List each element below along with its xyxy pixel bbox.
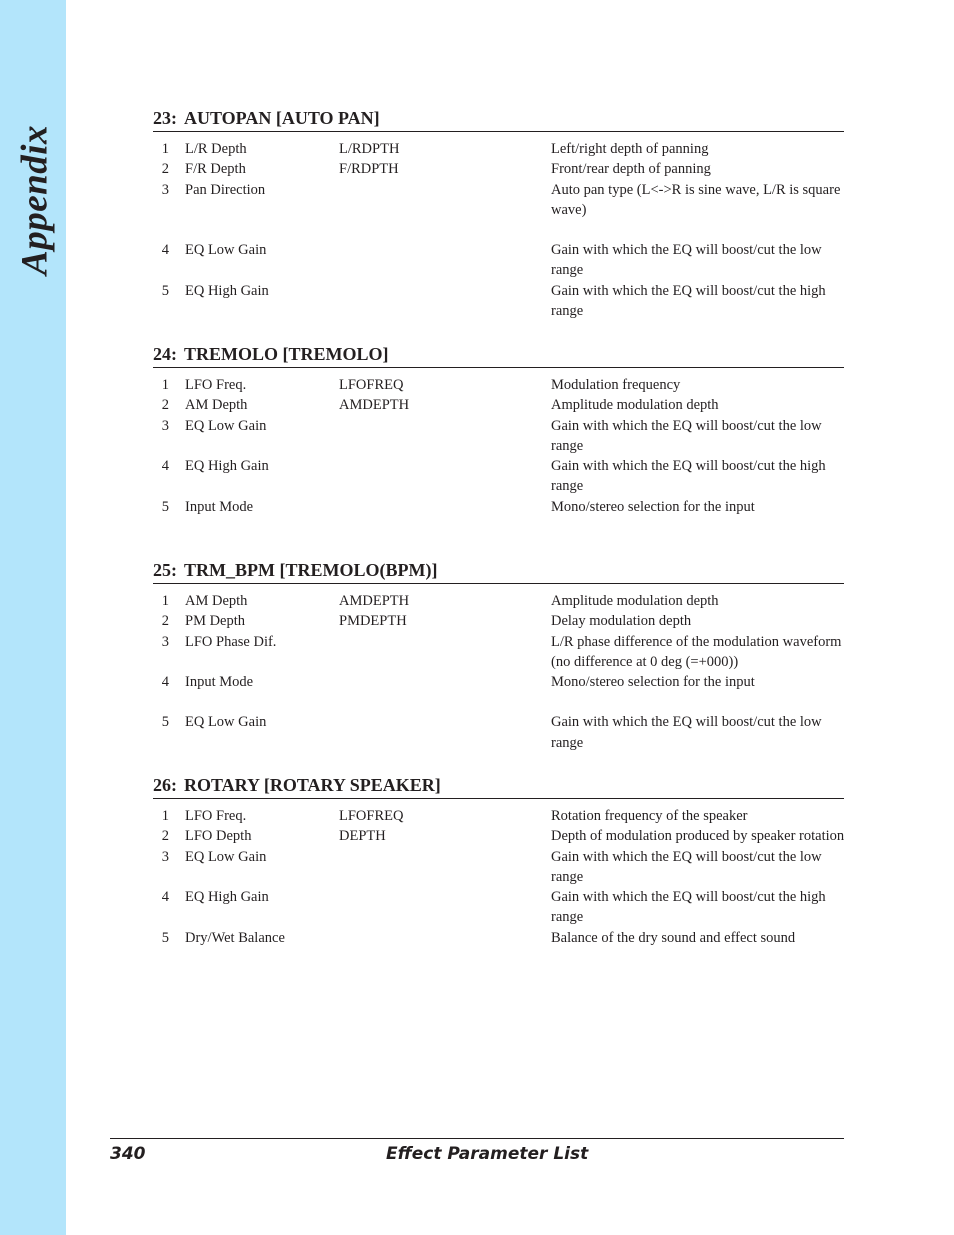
param-number: 2 <box>161 613 169 630</box>
param-name: L/R Depth <box>185 141 247 157</box>
param-name: EQ High Gain <box>185 458 269 475</box>
param-name: PM Depth <box>185 613 246 630</box>
param-number: 3 <box>161 633 169 650</box>
param-key: LFOFREQ <box>339 808 404 824</box>
param-row <box>153 240 844 281</box>
param-number: 5 <box>161 929 169 946</box>
section-title: ROTARY [ROTARY SPEAKER] <box>184 775 441 795</box>
param-number: 3 <box>161 181 169 198</box>
param-number: 2 <box>161 397 169 414</box>
param-row <box>153 159 844 179</box>
param-row <box>153 632 844 673</box>
section-number: 24: <box>153 344 177 364</box>
param-key: L/RDPTH <box>339 141 400 157</box>
side-title: Appendix <box>14 125 56 275</box>
param-name: Dry/Wet Balance <box>185 929 285 946</box>
param-name: EQ Low Gain <box>185 417 267 434</box>
param-row <box>153 416 844 457</box>
param-row <box>153 847 844 888</box>
param-description: Depth of modulation produced by speaker rotation <box>551 828 845 845</box>
param-key: LFOFREQ <box>339 377 404 393</box>
param-row <box>153 887 844 928</box>
param-name: AM Depth <box>185 593 248 609</box>
section-number: 25: <box>153 560 177 580</box>
param-name: EQ Low Gain <box>185 848 267 865</box>
param-description: Amplitude modulation depth <box>551 593 719 609</box>
param-key: F/RDPTH <box>339 161 399 178</box>
param-description: Gain with which the EQ will boost/cut the high range <box>551 458 826 495</box>
param-description: Rotation frequency of the speaker <box>551 808 748 824</box>
section-number: 26: <box>153 775 177 795</box>
param-row <box>153 139 844 159</box>
param-row <box>153 281 844 322</box>
section-heading <box>153 774 844 799</box>
section-title: AUTOPAN [AUTO PAN] <box>184 108 380 128</box>
param-description: Delay modulation depth <box>551 613 692 630</box>
param-description: Front/rear depth of panning <box>551 161 711 178</box>
param-row <box>153 672 844 692</box>
param-name: LFO Freq. <box>185 377 247 393</box>
param-description: Gain with which the EQ will boost/cut the low range <box>551 417 822 454</box>
param-description: Mono/stereo selection for the input <box>551 674 755 691</box>
section-number: 23: <box>153 108 177 128</box>
param-description: L/R phase difference of the modulation waveform (no difference at 0 deg (=+000)) <box>551 633 842 670</box>
section-heading <box>153 343 844 368</box>
param-number: 4 <box>161 674 169 691</box>
param-name: F/R Depth <box>185 161 246 178</box>
param-description: Left/right depth of panning <box>551 141 709 157</box>
param-key: DEPTH <box>339 828 386 845</box>
param-name: EQ Low Gain <box>185 714 267 731</box>
param-row <box>153 928 844 948</box>
param-key: AMDEPTH <box>339 593 410 609</box>
param-name: EQ Low Gain <box>185 242 267 259</box>
param-number: 2 <box>161 161 169 178</box>
param-description: Gain with which the EQ will boost/cut the low range <box>551 848 822 885</box>
param-description: Auto pan type (L<->R is sine wave, L/R is square wave) <box>551 181 841 218</box>
param-row <box>153 395 844 415</box>
page-number: 340 <box>110 1144 146 1164</box>
section-autopan <box>153 107 844 321</box>
param-row <box>153 826 844 846</box>
param-number: 5 <box>161 714 169 731</box>
param-name: Input Mode <box>185 674 254 691</box>
param-key: PMDEPTH <box>339 613 407 630</box>
param-description: Gain with which the EQ will boost/cut the low range <box>551 714 822 751</box>
param-number: 1 <box>161 377 169 393</box>
param-name: EQ High Gain <box>185 282 269 299</box>
section-title: TRM_BPM [TREMOLO(BPM)] <box>184 560 438 580</box>
section-title: TREMOLO [TREMOLO] <box>184 344 389 364</box>
section-heading <box>153 559 844 584</box>
param-number: 5 <box>161 282 169 299</box>
param-description: Modulation frequency <box>551 377 681 393</box>
param-description: Gain with which the EQ will boost/cut the high range <box>551 282 826 320</box>
footer-rule <box>110 1138 844 1139</box>
param-row <box>153 611 844 631</box>
footer-title: Effect Parameter List <box>386 1144 589 1164</box>
param-description: Gain with which the EQ will boost/cut the high range <box>551 889 826 926</box>
param-number: 4 <box>161 889 169 906</box>
param-description: Balance of the dry sound and effect sound <box>551 929 796 946</box>
section-rotary <box>153 774 844 948</box>
param-number: 1 <box>161 808 169 824</box>
section-trm-bpm <box>153 559 844 753</box>
param-number: 2 <box>161 828 169 845</box>
param-row <box>153 806 844 826</box>
param-number: 3 <box>161 417 169 434</box>
section-heading <box>153 107 844 132</box>
param-description: Gain with which the EQ will boost/cut the low range <box>551 242 822 279</box>
param-number: 4 <box>161 458 169 475</box>
param-name: LFO Phase Dif. <box>185 633 277 650</box>
param-row <box>153 712 844 753</box>
param-row <box>153 456 844 497</box>
param-name: LFO Freq. <box>185 808 247 824</box>
param-name: Pan Direction <box>185 181 266 198</box>
param-row <box>153 375 844 395</box>
param-number: 1 <box>161 593 169 609</box>
param-name: Input Mode <box>185 498 254 515</box>
section-tremolo <box>153 343 844 517</box>
param-name: AM Depth <box>185 397 248 414</box>
param-row <box>153 591 844 611</box>
param-name: LFO Depth <box>185 828 252 845</box>
param-description: Amplitude modulation depth <box>551 397 719 414</box>
param-description: Mono/stereo selection for the input <box>551 498 755 515</box>
param-number: 4 <box>161 242 169 259</box>
param-key: AMDEPTH <box>339 397 410 414</box>
param-number: 3 <box>161 848 169 865</box>
param-row <box>153 180 844 221</box>
param-name: EQ High Gain <box>185 889 269 906</box>
param-number: 1 <box>161 141 169 157</box>
param-number: 5 <box>161 498 169 515</box>
param-row <box>153 497 844 517</box>
